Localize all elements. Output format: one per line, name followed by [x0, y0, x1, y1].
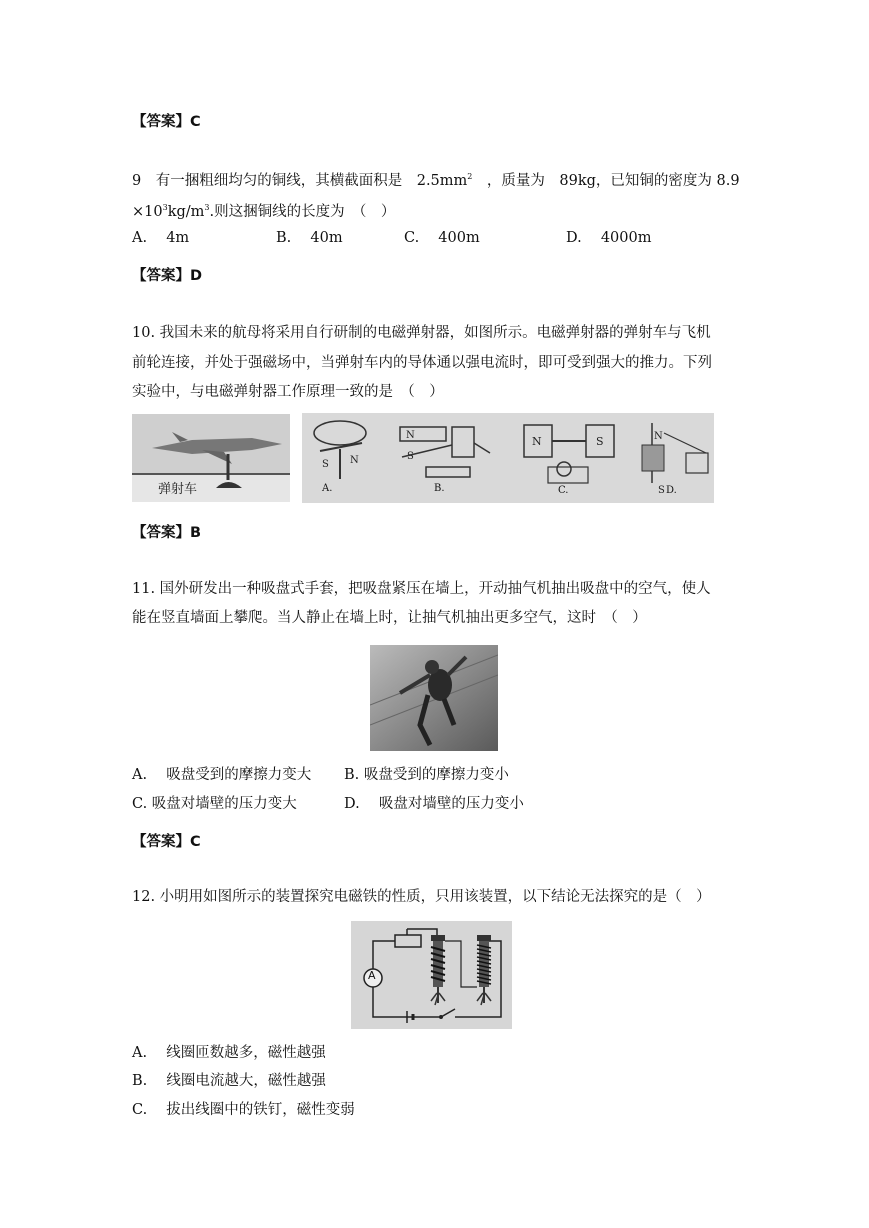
answer-9: 【答案】D	[132, 268, 203, 284]
electromagnet-circuit-figure	[351, 921, 512, 1029]
svg-text:N: N	[654, 431, 663, 442]
experiments-figure	[302, 413, 714, 503]
svg-text:N: N	[532, 435, 542, 448]
svg-text:N: N	[406, 430, 415, 441]
q11-option-c: C. 吸盘对墙壁的压力变大	[132, 796, 297, 812]
answer-11: 【答案】C	[132, 834, 201, 850]
jet-catapult-figure	[132, 414, 290, 502]
ammeter-label: A	[368, 969, 376, 982]
answer-8: 【答案】C	[132, 114, 201, 130]
cart-label: 弹射车	[158, 482, 198, 497]
question-9-line-2	[132, 198, 395, 222]
q9-sup: 2	[467, 172, 473, 181]
wall-climber-photo	[370, 645, 498, 751]
svg-text:S: S	[407, 451, 414, 462]
q9-sup-1: 3	[162, 203, 168, 212]
svg-text:S: S	[596, 435, 604, 448]
q9-option-c: C. 400m	[404, 230, 480, 246]
q12-option-b: B. 线圈电流越大，磁性越强	[132, 1073, 326, 1089]
q11-option-b: B. 吸盘受到的摩擦力变小	[344, 767, 509, 783]
q9-sup-2: 3	[204, 203, 210, 212]
q11-option-d: D. 吸盘对墙壁的压力变小	[344, 796, 524, 812]
exp-label-a: A.	[322, 483, 333, 494]
q9-option-a: A. 4m	[132, 230, 190, 246]
question-10-line-2: 前轮连接，并处于强磁场中，当弹射车内的导体通以强电流时，即可受到强大的推力。下列	[132, 355, 712, 371]
q12-option-a: A. 线圈匝数越多，磁性越强	[132, 1045, 326, 1061]
question-9-line-1	[132, 167, 740, 191]
q9-text-e: .则这捆铜线的长度为 （ ）	[209, 204, 396, 220]
q9-option-b: B. 40m	[276, 230, 343, 246]
svg-text:N: N	[350, 455, 359, 466]
answer-10: 【答案】B	[132, 525, 202, 541]
q9-option-d: D. 4000m	[566, 230, 652, 246]
q9-text-a: 9 有一捆粗细均匀的铜线，其横截面积是 2.5mm	[132, 173, 468, 189]
q9-text-c: ×10	[132, 204, 163, 220]
question-11-line-1: 11. 国外研发出一种吸盘式手套，把吸盘紧压在墙上，开动抽气机抽出吸盘中的空气，使人	[132, 581, 711, 597]
question-10-line-1: 10. 我国未来的航母将采用自行研制的电磁弹射器，如图所示。电磁弹射器的弹射车与飞机	[132, 325, 711, 341]
q9-text-d: kg/m	[167, 204, 205, 220]
q11-option-a: A. 吸盘受到的摩擦力变大	[132, 767, 312, 783]
svg-text:S: S	[658, 485, 665, 496]
exp-label-c: C.	[558, 485, 569, 496]
question-12-line-1: 12. 小明用如图所示的装置探究电磁铁的性质，只用该装置，以下结论无法探究的是（ ）	[132, 889, 711, 905]
q9-text-b: ，质量为 89kg，已知铜的密度为 8.9	[472, 173, 740, 189]
q12-option-c: C. 拔出线圈中的铁钉，磁性变弱	[132, 1102, 355, 1118]
svg-text:S: S	[322, 459, 329, 470]
exp-label-b: B.	[434, 483, 445, 494]
question-11-line-2: 能在竖直墙面上攀爬。当人静止在墙上时，让抽气机抽出更多空气，这时 （ ）	[132, 610, 647, 626]
question-10-line-3: 实验中，与电磁弹射器工作原理一致的是 （ ）	[132, 384, 444, 400]
exp-label-d: D.	[666, 485, 677, 496]
